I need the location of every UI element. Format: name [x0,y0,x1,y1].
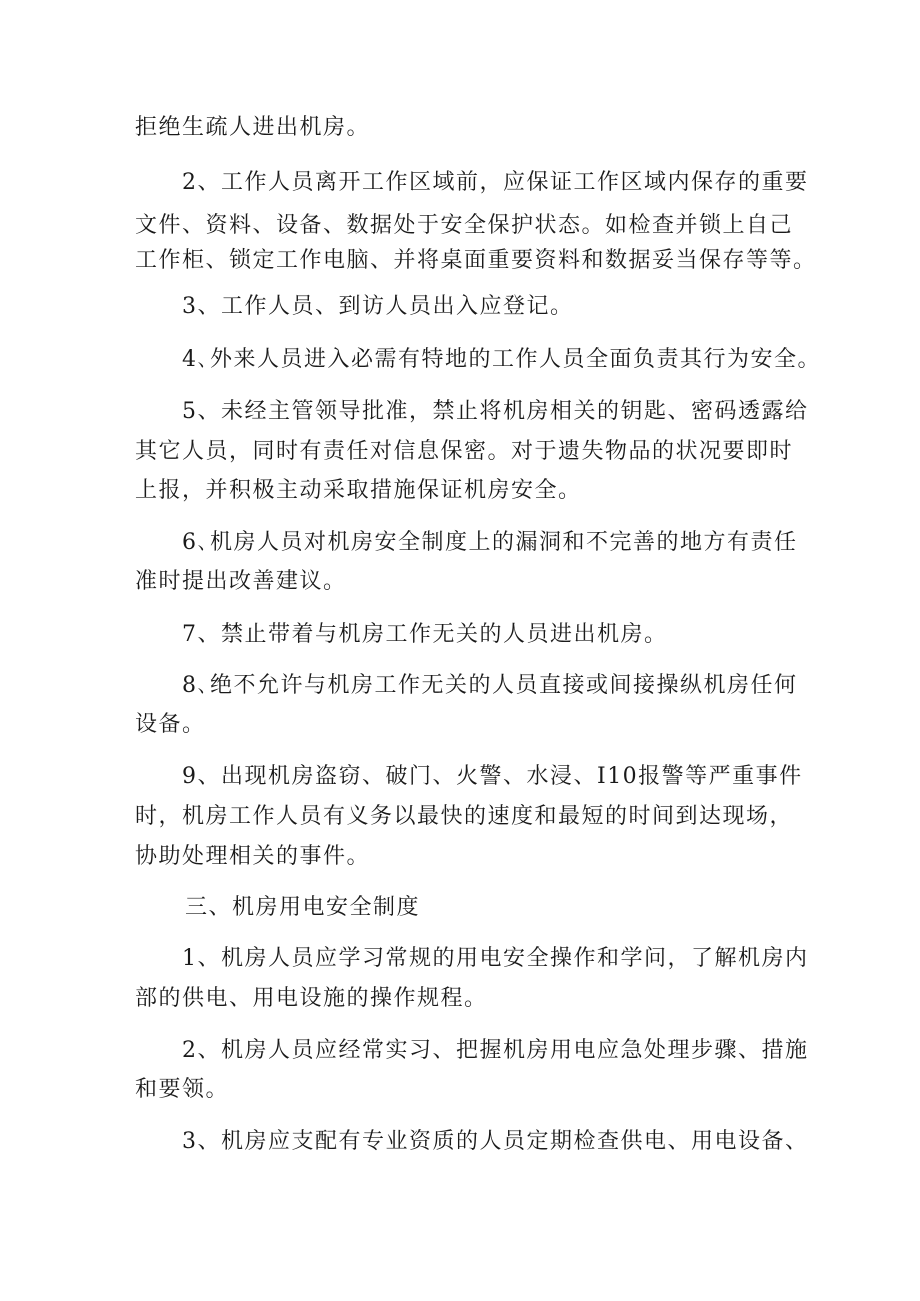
section-heading: 三、机房用电安全制度 [185,895,421,920]
text-line: 6､机房人员对机房安全制度上的漏洞和不完善的地方有责任 [182,530,798,555]
text-line: 4､外来人员进入必需有特地的工作人员全面负责其行为安全。 [182,347,821,372]
text-line: 工作柜、锁定工作电脑、并将桌面重要资料和数据妥当保存等等。 [135,248,817,273]
text-line: 2、工作人员离开工作区域前，应保证工作区域内保存的重要 [182,170,809,195]
text-line: 8､绝不允许与机房工作无关的人员直接或间接操纵机房任何 [182,673,798,698]
text-line: 3、机房应支配有专业资质的人员定期检查供电、用电设备、 [182,1129,809,1154]
text-line: 时，机房工作人员有义务以最快的速度和最短的时间到达现场， [135,804,794,829]
text-line: 7、禁止带着与机房工作无关的人员进出机房。 [182,622,668,647]
text-line: 1、机房人员应学习常规的用电安全操作和学问，了解机房内 [182,946,809,971]
text-line: 5、未经主管领导批准，禁止将机房相关的钥匙、密码透露给 [182,399,809,424]
text-line: 协助处理相关的事件。 [135,844,371,869]
text-line: 3、工作人员、到访人员出入应登记。 [182,294,574,319]
text-line: 9、出现机房盗窃、破门、火警、水浸、I10报警等严重事件 [182,764,803,789]
text-line: 准时提出改善建议。 [135,569,347,594]
text-line: 其它人员，同时有责任对信息保密。对于遗失物品的状况要即时 [135,439,794,464]
text-line: 和要领。 [135,1077,230,1102]
text-line: 文件、资料、设备、数据处于安全保护状态。如检查并锁上自己 [135,213,794,238]
text-line: 部的供电、用电设施的操作规程。 [135,986,488,1011]
text-line: 设备。 [135,712,206,737]
text-line: 2、机房人员应经常实习、把握机房用电应急处理步骤、措施 [182,1038,809,1063]
text-line: 拒绝生疏人进出机房。 [135,115,371,140]
text-line: 上报，并积极主动采取措施保证机房安全。 [135,478,582,503]
